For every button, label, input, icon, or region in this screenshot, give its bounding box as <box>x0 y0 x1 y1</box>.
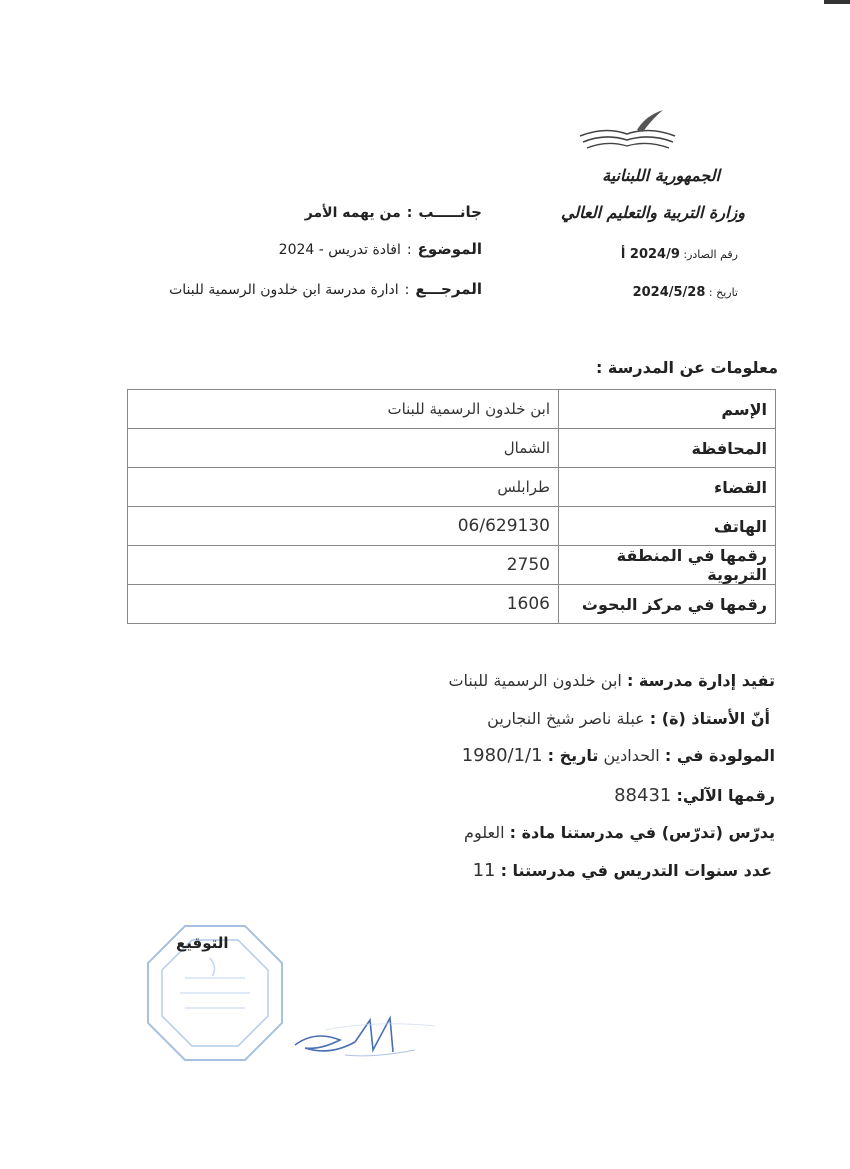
table-row <box>128 429 776 468</box>
birth-line: المولودة في : الحدادين تاريخ : 1980/1/1 <box>461 745 775 766</box>
page-corner-mark <box>824 0 850 4</box>
subject-line: الموضوع : افادة تدريس - 2024 <box>278 240 482 258</box>
issue-date-label: تاريخ : <box>708 286 738 299</box>
signature-label: التوقيع <box>176 934 229 952</box>
school-info-table <box>127 389 776 624</box>
table-label-cell: الهاتف <box>559 507 776 546</box>
table-label-cell: الإسم <box>559 390 776 429</box>
table-value-cell: 06/629130 <box>128 507 559 546</box>
table-value-cell: 1606 <box>128 585 559 624</box>
subject-taught-line: يدرّس (تدرّس) في مدرستنا مادة : العلوم <box>464 823 775 842</box>
table-label-cell: رقمها في المنطقة التربوية <box>559 546 776 585</box>
recipient-line: جانـــــب : من يهمه الأمر <box>304 203 482 221</box>
table-row <box>128 546 776 585</box>
table-row <box>128 468 776 507</box>
certifying-school-line: تفيد إدارة مدرسة : ابن خلدون الرسمية للبنات <box>448 671 775 690</box>
issue-date-value: 2024/5/28 <box>632 285 706 300</box>
issue-date <box>633 285 738 300</box>
school-info-title: معلومات عن المدرسة : <box>595 358 778 377</box>
teaching-years-line: عدد سنوات التدريس في مدرستنا : 11 <box>472 860 772 881</box>
table-value-cell: ابن خلدون الرسمية للبنات <box>128 390 559 429</box>
table-value-cell: الشمال <box>128 429 559 468</box>
table-value-cell: طرابلس <box>128 468 559 507</box>
subject-value: افادة تدريس - 2024 <box>278 242 401 258</box>
table-row <box>128 507 776 546</box>
teacher-name-line: أنّ الأستاذ (ة) : عبلة ناصر شيخ النجارين <box>487 709 770 728</box>
table-row <box>128 390 776 429</box>
issue-number-value: 2024/9 أ <box>620 247 680 262</box>
ministry-logo-icon <box>575 108 680 158</box>
reference-label: المرجـــع <box>415 280 482 298</box>
serial-number-line: رقمها الآلي: 88431 <box>614 785 775 806</box>
signature-icon <box>285 1000 445 1070</box>
subject-label: الموضوع <box>417 240 482 258</box>
table-row <box>128 585 776 624</box>
issue-number-label: رقم الصادر: <box>683 248 738 261</box>
table-value-cell: 2750 <box>128 546 559 585</box>
recipient-value: من يهمه الأمر <box>304 205 401 221</box>
recipient-label: جانـــــب <box>418 203 482 221</box>
table-label-cell: القضاء <box>559 468 776 507</box>
reference-line: المرجـــع : ادارة مدرسة ابن خلدون الرسمية للبنات <box>169 280 482 298</box>
table-label-cell: رقمها في مركز البحوث <box>559 585 776 624</box>
table-label-cell: المحافظة <box>559 429 776 468</box>
country-name: الجمهورية اللبنانية <box>602 166 720 185</box>
ministry-name: وزارة التربية والتعليم العالي <box>560 203 745 222</box>
reference-value: ادارة مدرسة ابن خلدون الرسمية للبنات <box>169 282 399 298</box>
issue-number <box>621 247 738 262</box>
